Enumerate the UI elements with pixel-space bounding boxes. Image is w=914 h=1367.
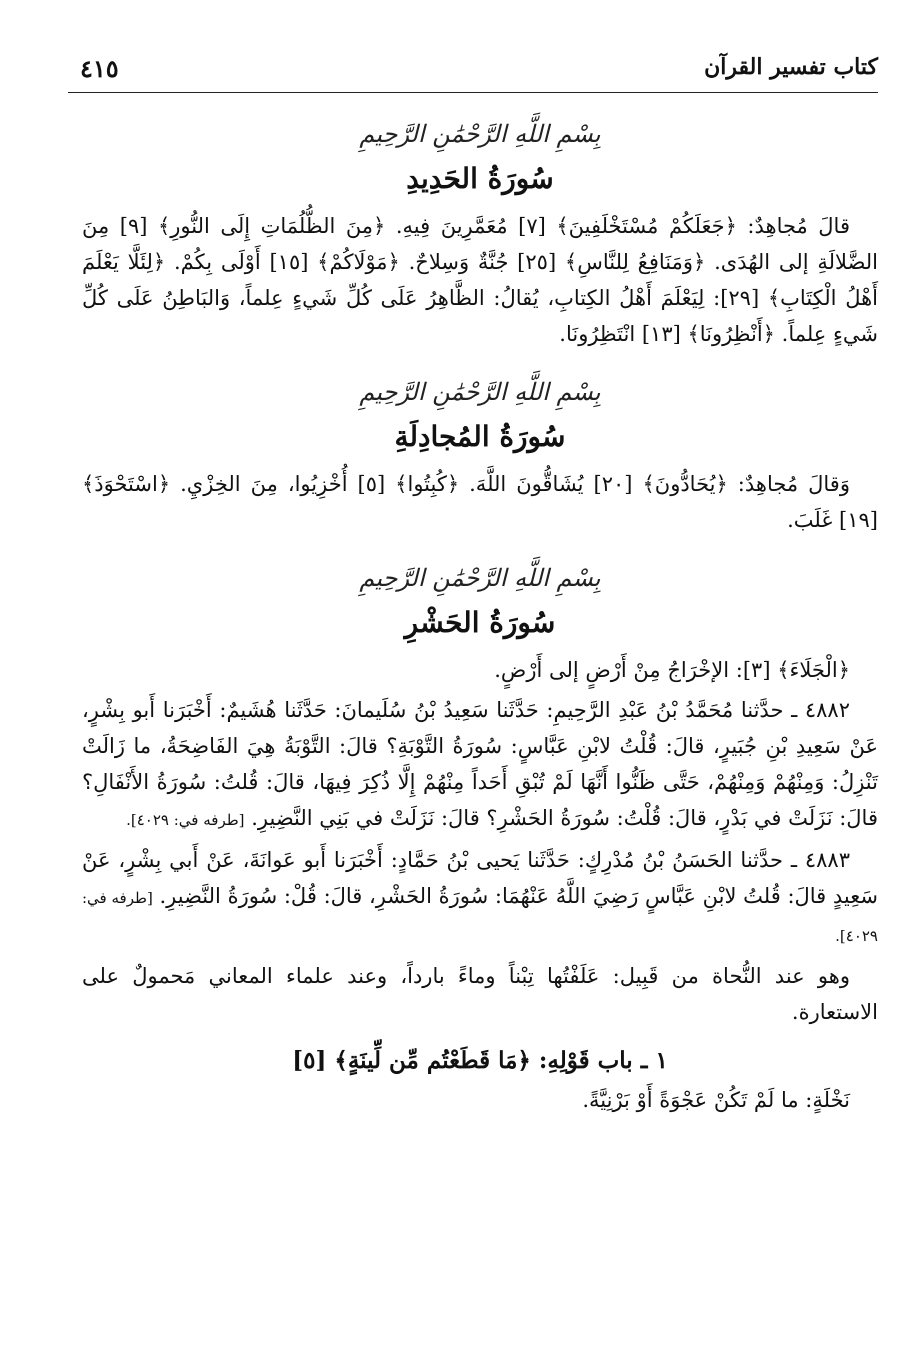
page-content bbox=[82, 112, 878, 1122]
hadith-4882-text: ٤٨٨٢ ـ حدَّثنا مُحَمَّدُ بْنُ عَبْدِ الرَّحِيمِ: حَدَّثَنا سَعِيدُ بْنُ سُلَيمانَ: حَدَّثَنا هُشَيمٌ: أَخْبَرَنا أَبو بِشْرٍ، عَنْ سَعِيدِ بْنِ جُبَيرٍ، قالَ: قُلْتُ لابْنِ عَبَّاسٍ: سُورَةُ التَّوْبَةِ؟ قالَ: التَّوْبَةُ هِيَ الفَاضِحَةُ، ما زَالَتْ تَنْزِلُ: وَمِنْهُمْ وَمِنْهُمْ، حَتَّى ظَنُّوا أَنَّهَا لَمْ تُبْقِ أَحَداً مِنْهُمْ إِلَّا ذُكِرَ فِيهَا، قالَ: قُلتُ: سُورَةُ الأَنْفَالِ؟ قالَ: نَزَلَتْ في بَدْرٍ، قالَ: قُلْتُ: سُورَةُ الحَشْرِ؟ قالَ: نَزَلَتْ في بَنِي النَّضِيرِ. bbox=[82, 698, 878, 830]
bab-text: نَخْلَةٍ: ما لَمْ تَكُنْ عَجْوَةً أَوْ بَرْنِيَّةً. bbox=[582, 1088, 850, 1112]
hadith-4883 bbox=[82, 842, 878, 954]
hadith-4883-ref: [طرفه في: ٤٠٢٩]. bbox=[82, 889, 878, 945]
basmala-heading: بِسْمِ اللَّهِ الرَّحْمَٰنِ الرَّحِيمِ bbox=[359, 378, 601, 406]
bab-heading: ١ ـ باب قَوْلِهِ: ﴿مَا قَطَعْتُم مِّن لِّينَةٍ﴾ [٥] bbox=[292, 1047, 668, 1074]
surah-title-hashr: سُورَةُ الحَشْرِ bbox=[404, 606, 556, 639]
commentary-text: وهو عند النُّحاة من قَبِيل: عَلَفْتُها تِبْناً وماءً بارداً، وعند علماء المعاني مَحمولٌ على الاستعارة. bbox=[82, 964, 878, 1024]
page-header bbox=[68, 48, 878, 93]
surah-mujadila-text: وَقالَ مُجاهِدٌ: ﴿يُحَادُّونَ﴾ [٢٠] يُشَاقُّونَ اللَّهَ. ﴿كُبِتُوا﴾ [٥] أُخْزِيُوا، مِنَ الخِزْيِ. ﴿اسْتَحْوَذَ﴾ [١٩] غَلَبَ. bbox=[82, 472, 878, 532]
basmala-heading: بِسْمِ اللَّهِ الرَّحْمَٰنِ الرَّحِيمِ bbox=[359, 120, 601, 148]
basmala-heading: بِسْمِ اللَّهِ الرَّحْمَٰنِ الرَّحِيمِ bbox=[359, 564, 601, 592]
hadith-4882-ref: [طرفه في: ٤٠٢٩]. bbox=[126, 811, 245, 829]
hadith-4883-text: ٤٨٨٣ ـ حدَّثنا الحَسَنُ بْنُ مُدْرِكٍ: حَدَّثَنا يَحيى بْنُ حَمَّادٍ: أَخْبَرَنا أَبو عَوانَةَ، عَنْ أَبي بِشْرٍ، عَنْ سَعِيدٍ قالَ: قُلتُ لابْنِ عَبَّاسٍ رَضِيَ اللَّهُ عَنْهُمَا: سُورَةُ الحَشْرِ، قالَ: قُلْ: سُورَةُ النَّضِيرِ. bbox=[82, 848, 878, 908]
page-number: ٤١٥ bbox=[80, 54, 119, 83]
surah-title-mujadila: سُورَةُ المُجادِلَةِ bbox=[394, 420, 566, 453]
surah-hashr-text: ﴿الْجَلَاءَ﴾ [٣]: الإخْرَاجُ مِنْ أَرْضٍ إلى أَرْضٍ. bbox=[494, 658, 850, 682]
surah-title-hadid: سُورَةُ الحَدِيدِ bbox=[406, 162, 554, 195]
book-title: كتاب تفسير القرآن bbox=[704, 54, 878, 80]
hadith-4882 bbox=[82, 692, 878, 838]
surah-hadid-text: قالَ مُجاهِدٌ: ﴿جَعَلَكُمْ مُسْتَخْلَفِينَ﴾ [٧] مُعَمَّرِينَ فِيهِ. ﴿مِنَ الظُّلُمَاتِ إِلَى النُّورِ﴾ [٩] مِنَ الضَّلالَةِ إلى الهُدَى. ﴿وَمَنَافِعُ لِلنَّاسِ﴾ [٢٥] جُنَّةٌ وَسِلاحٌ. ﴿مَوْلَاكُمْ﴾ [١٥] أَوْلَى بِكُمْ. ﴿لِئَلَّا يَعْلَمَ أَهْلُ الْكِتَابِ﴾ [٢٩]: لِيَعْلَمَ أَهْلُ الكِتابِ، يُقالُ: الظَّاهِرُ عَلَى كُلِّ شَيءٍ عِلماً، وَالبَاطِنُ عَلَى كُلِّ شَيءٍ عِلماً. ﴿أَنْظِرُونَا﴾ [١٣] انْتَظِرُونَا. bbox=[82, 214, 879, 346]
